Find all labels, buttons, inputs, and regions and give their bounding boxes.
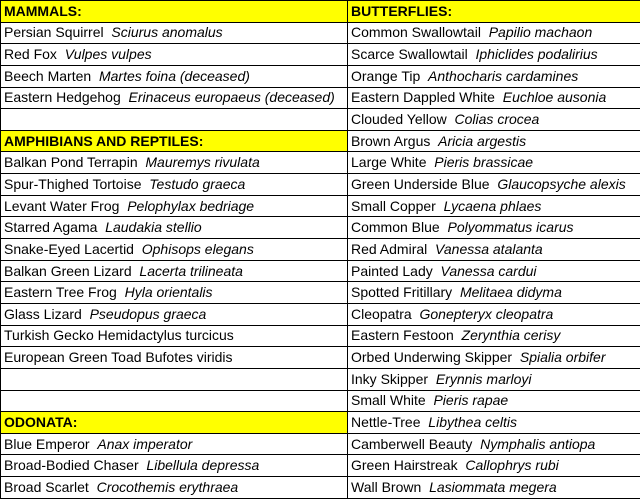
scientific-name: Libellula depressa xyxy=(146,457,259,473)
species-cell xyxy=(348,239,640,261)
table-row xyxy=(1,325,640,347)
common-name: Eastern Hedgehog xyxy=(4,89,121,105)
scientific-name: Ophisops elegans xyxy=(142,241,254,257)
species-cell xyxy=(1,455,348,477)
species-cell xyxy=(348,65,640,87)
scientific-name: Laudakia stellio xyxy=(105,219,202,235)
common-name: Small Copper xyxy=(351,198,436,214)
common-name: Inky Skipper xyxy=(351,371,428,387)
common-name: Spotted Fritillary xyxy=(351,284,452,300)
species-cell xyxy=(1,303,348,325)
scientific-name: Erynnis marloyi xyxy=(436,371,532,387)
table-row xyxy=(1,174,640,196)
common-name: Starred Agama xyxy=(4,219,97,235)
scientific-name: Aricia argestis xyxy=(438,133,526,149)
species-cell xyxy=(348,477,640,499)
species-cell xyxy=(1,282,348,304)
species-cell xyxy=(348,22,640,44)
scientific-name: Pseudopus graeca xyxy=(90,306,207,322)
common-name: Persian Squirrel xyxy=(4,24,104,40)
table-row xyxy=(1,1,640,23)
common-name: Orbed Underwing Skipper xyxy=(351,349,512,365)
scientific-name: Sciurus anomalus xyxy=(111,24,222,40)
scientific-name: Pelophylax bedriage xyxy=(127,198,254,214)
common-name: Camberwell Beauty xyxy=(351,436,472,452)
table-row xyxy=(1,477,640,499)
table-row xyxy=(1,390,640,412)
common-name: Cleopatra xyxy=(351,306,412,322)
species-cell xyxy=(348,217,640,239)
species-cell xyxy=(1,347,348,369)
species-cell xyxy=(348,87,640,109)
scientific-name: Melitaea didyma xyxy=(460,284,562,300)
common-name: Eastern Festoon xyxy=(351,327,454,343)
species-cell xyxy=(1,65,348,87)
table-row xyxy=(1,87,640,109)
species-cell xyxy=(1,368,348,390)
common-name: Large White xyxy=(351,154,426,170)
common-name: Red Admiral xyxy=(351,241,427,257)
species-cell xyxy=(1,22,348,44)
species-cell xyxy=(1,390,348,412)
scientific-name: Pieris brassicae xyxy=(434,154,533,170)
common-name: Scarce Swallowtail xyxy=(351,46,468,62)
scientific-name: Vanessa atalanta xyxy=(435,241,543,257)
common-name: Red Fox xyxy=(4,46,57,62)
species-cell xyxy=(348,455,640,477)
scientific-name: Anthocharis cardamines xyxy=(428,68,578,84)
common-name: Broad-Bodied Chaser xyxy=(4,457,139,473)
species-cell xyxy=(1,109,348,131)
scientific-name: Testudo graeca xyxy=(149,176,245,192)
species-cell xyxy=(348,433,640,455)
scientific-name: Colias crocea xyxy=(455,111,540,127)
table-row xyxy=(1,412,640,434)
species-cell xyxy=(348,390,640,412)
scientific-name: Libythea celtis xyxy=(428,414,517,430)
common-name: Levant Water Frog xyxy=(4,198,119,214)
common-name: Brown Argus xyxy=(351,133,430,149)
common-name: Beech Marten xyxy=(4,68,91,84)
table-row xyxy=(1,152,640,174)
common-name: Glass Lizard xyxy=(4,306,82,322)
table-row xyxy=(1,260,640,282)
scientific-name: Euchloe ausonia xyxy=(503,89,607,105)
table-row xyxy=(1,130,640,152)
scientific-name: Lycaena phlaes xyxy=(444,198,542,214)
section-header: AMPHIBIANS AND REPTILES: xyxy=(1,130,348,152)
table-row xyxy=(1,282,640,304)
table-row xyxy=(1,303,640,325)
common-name: Green Underside Blue xyxy=(351,176,490,192)
common-name: Wall Brown xyxy=(351,479,421,495)
scientific-name: Anax imperator xyxy=(97,436,192,452)
species-cell xyxy=(348,260,640,282)
scientific-name: Mauremys rivulata xyxy=(145,154,259,170)
species-cell xyxy=(348,412,640,434)
scientific-name: Vanessa cardui xyxy=(441,263,537,279)
scientific-name: Pieris rapae xyxy=(433,392,508,408)
table-row xyxy=(1,433,640,455)
table-row xyxy=(1,239,640,261)
species-cell xyxy=(348,130,640,152)
scientific-name: Vulpes vulpes xyxy=(65,46,152,62)
common-name: Nettle-Tree xyxy=(351,414,421,430)
table-row xyxy=(1,368,640,390)
section-header: ODONATA: xyxy=(1,412,348,434)
scientific-name: Lacerta trilineata xyxy=(139,263,243,279)
scientific-name: Spialia orbifer xyxy=(520,349,606,365)
species-cell xyxy=(348,325,640,347)
scientific-name: Nymphalis antiopa xyxy=(480,436,595,452)
common-name: Eastern Tree Frog xyxy=(4,284,117,300)
scientific-name: Zerynthia cerisy xyxy=(462,327,561,343)
section-header: BUTTERFLIES: xyxy=(348,1,640,23)
scientific-name: Gonepteryx cleopatra xyxy=(419,306,553,322)
common-name: Eastern Dappled White xyxy=(351,89,495,105)
common-name: Snake-Eyed Lacertid xyxy=(4,241,134,257)
species-cell xyxy=(348,195,640,217)
table-row xyxy=(1,44,640,66)
scientific-name: Hyla orientalis xyxy=(125,284,213,300)
species-cell xyxy=(1,239,348,261)
species-cell xyxy=(348,174,640,196)
table-row xyxy=(1,195,640,217)
species-cell xyxy=(1,44,348,66)
species-cell xyxy=(348,44,640,66)
scientific-name: Iphiclides podalirius xyxy=(476,46,598,62)
species-cell xyxy=(348,109,640,131)
scientific-name: Polyommatus icarus xyxy=(447,219,573,235)
table-row xyxy=(1,347,640,369)
common-name: Common Swallowtail xyxy=(351,24,481,40)
species-cell xyxy=(348,347,640,369)
species-cell xyxy=(1,152,348,174)
table-row xyxy=(1,217,640,239)
species-cell xyxy=(1,174,348,196)
scientific-name: Erinaceus europaeus (deceased) xyxy=(129,89,335,105)
common-name: Small White xyxy=(351,392,426,408)
species-cell xyxy=(1,260,348,282)
species-cell xyxy=(1,433,348,455)
common-name: Turkish Gecko Hemidactylus turcicus xyxy=(4,327,234,343)
scientific-name: Callophrys rubi xyxy=(465,457,558,473)
species-cell xyxy=(348,282,640,304)
common-name: Painted Lady xyxy=(351,263,433,279)
species-cell xyxy=(1,325,348,347)
scientific-name: Papilio machaon xyxy=(489,24,593,40)
common-name: European Green Toad Bufotes viridis xyxy=(4,349,233,365)
common-name: Clouded Yellow xyxy=(351,111,447,127)
common-name: Spur-Thighed Tortoise xyxy=(4,176,141,192)
species-cell xyxy=(1,87,348,109)
common-name: Balkan Green Lizard xyxy=(4,263,132,279)
table-row xyxy=(1,65,640,87)
species-cell xyxy=(348,152,640,174)
table-row xyxy=(1,109,640,131)
section-header: MAMMALS: xyxy=(1,1,348,23)
species-cell xyxy=(1,477,348,499)
scientific-name: Glaucopsyche alexis xyxy=(497,176,625,192)
common-name: Broad Scarlet xyxy=(4,479,89,495)
species-cell xyxy=(348,303,640,325)
species-table-body xyxy=(1,1,640,499)
common-name: Orange Tip xyxy=(351,68,420,84)
species-cell xyxy=(1,195,348,217)
scientific-name: Martes foina (deceased) xyxy=(99,68,250,84)
table-row xyxy=(1,22,640,44)
common-name: Green Hairstreak xyxy=(351,457,458,473)
common-name: Blue Emperor xyxy=(4,436,90,452)
scientific-name: Crocothemis erythraea xyxy=(97,479,239,495)
common-name: Common Blue xyxy=(351,219,440,235)
table-row xyxy=(1,455,640,477)
species-cell xyxy=(348,368,640,390)
common-name: Balkan Pond Terrapin xyxy=(4,154,138,170)
scientific-name: Lasiommata megera xyxy=(429,479,557,495)
species-cell xyxy=(1,217,348,239)
